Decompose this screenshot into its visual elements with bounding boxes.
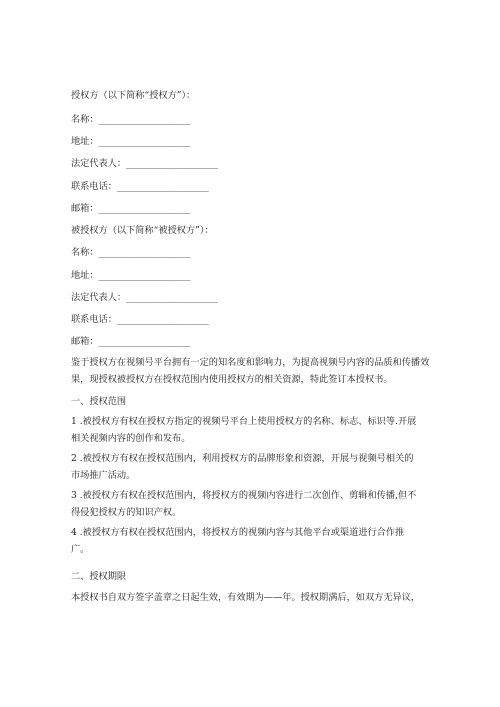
grantee-email-field: 邮箱：____________________ <box>71 336 191 347</box>
grantor-phone-field: 联系电话：____________________ <box>71 181 209 192</box>
preamble-paragraph <box>71 355 436 388</box>
grantor-legal-rep-field: 法定代表人：____________________ <box>71 158 218 169</box>
section1-heading: 一、授权范围 <box>71 396 127 407</box>
item-line: 1 .被授权方有权在授权方指定的视频号平台上使用授权方的名称、标志、标识等.开展 <box>71 416 417 427</box>
section1-item-3 <box>71 488 436 521</box>
preamble-line: 鉴于授权方在视频号平台拥有一定的知名度和影响力，为提高视频号内容的品质和传播效 <box>71 357 430 368</box>
grantee-name-field: 名称：____________________ <box>71 247 191 258</box>
grantor-name-field: 名称：____________________ <box>71 114 191 125</box>
grantee-legal-rep-field: 法定代表人：____________________ <box>71 292 218 303</box>
grantee-phone-field: 联系电话：____________________ <box>71 314 209 325</box>
preamble-line: 果，现授权被授权方在授权范围内使用授权方的相关资源，特此签订本授权书。 <box>71 373 393 385</box>
section2-heading: 二、授权期限 <box>71 571 127 582</box>
grantee-heading: 被授权方（以下简称“被授权方”）： <box>71 225 214 236</box>
section1-item-2 <box>71 451 436 484</box>
grantee-address-field: 地址：____________________ <box>71 270 191 281</box>
grantor-heading: 授权方（以下简称“授权方”）： <box>71 90 196 101</box>
item-line: 相关视频内容的创作和发布。 <box>71 432 191 444</box>
grantor-address-field: 地址：____________________ <box>71 136 191 147</box>
item-line: 得侵犯授权方的知识产权。 <box>71 506 182 518</box>
item-line: 广。 <box>71 543 90 555</box>
grantor-email-field: 邮箱：____________________ <box>71 203 191 214</box>
item-line: 4 .被授权方有权在授权范围内，将授权方的视频内容与其他平台或渠道进行合作推 <box>71 527 405 538</box>
section1-item-1 <box>71 414 436 447</box>
section1-item-4 <box>71 525 436 558</box>
item-line: 市场推广活动。 <box>71 469 136 481</box>
section2-line: 本授权书自双方签字盖章之日起生效，有效期为——年。授权期满后，如双方无异议， <box>71 592 421 603</box>
item-line: 2 .被授权方有权在授权范围内，利用授权方的品牌形象和资源，开展与视频号相关的 <box>71 453 414 464</box>
item-line: 3 .被授权方有权在授权范围内，将授权方的视频内容进行二次创作、剪辑和传播,但不 <box>71 490 417 501</box>
